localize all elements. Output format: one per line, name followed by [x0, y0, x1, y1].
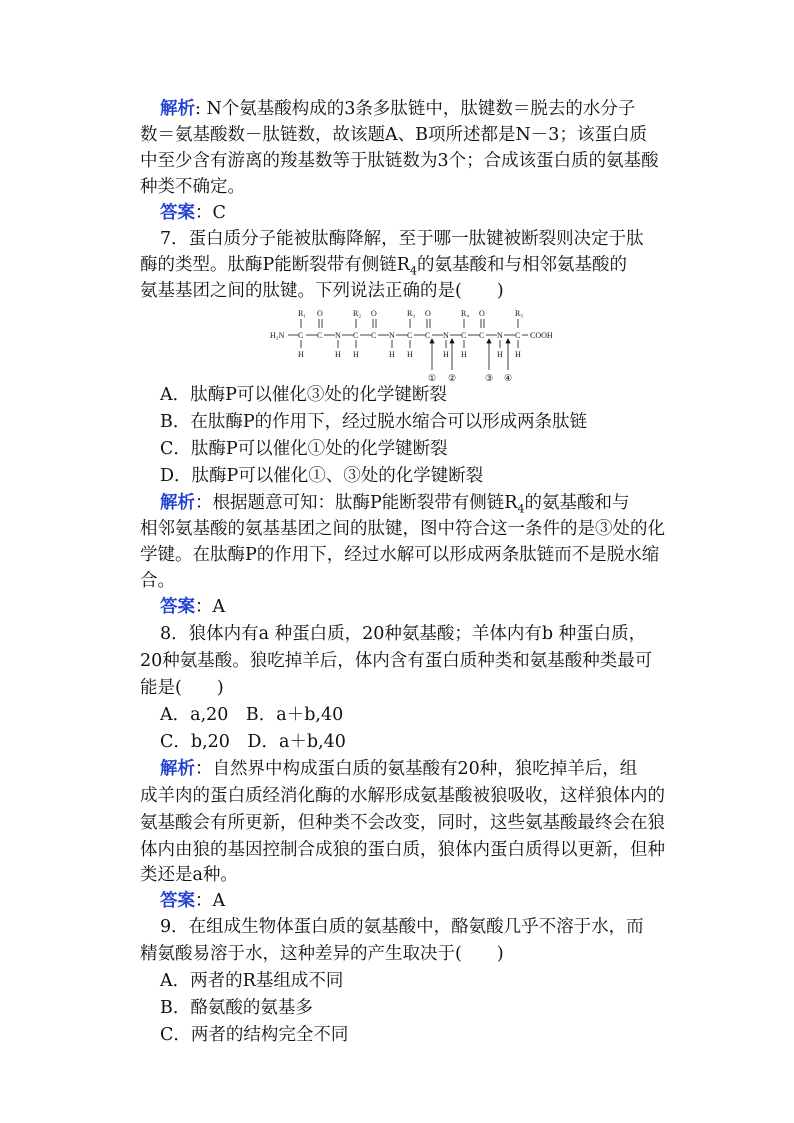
q8-analysis-line-1: 解析：自然界中构成蛋白质的氨基酸有20种，狼吃掉羊后，组: [160, 759, 638, 779]
svg-text:H: H: [335, 350, 341, 359]
svg-text:H: H: [353, 350, 359, 359]
q6-analysis-line-3: 中至少含有游离的羧基数等于肽链数为3个；合成该蛋白质的氨基酸: [140, 151, 659, 171]
svg-text:C: C: [317, 331, 323, 340]
q9-option-c: C．两者的结构完全不同: [160, 1025, 349, 1045]
q7-analysis-line-2: 相邻氨基酸的氨基基团之间的肽键，图中符合这一条件的是③处的化: [140, 519, 665, 539]
r-group-label: R₃: [407, 309, 416, 318]
q6-analysis-line-1: [160, 96, 680, 122]
q8-options-cd: C．b,20 D．a＋b,40: [160, 732, 346, 752]
svg-text:O: O: [425, 309, 431, 318]
q6-answer: [160, 200, 680, 226]
svg-text:H: H: [298, 350, 304, 359]
q9-stem-line-2: 精氨酸易溶于水，这种差异的产生取决于( ): [140, 944, 504, 964]
svg-text:C: C: [371, 331, 377, 340]
svg-text:N: N: [389, 331, 395, 340]
q7-option-a: A．肽酶P可以催化③处的化学键断裂: [160, 385, 447, 405]
svg-text:C: C: [515, 331, 521, 340]
q7-stem-line-3: 氨基基团之间的肽键。下列说法正确的是( ): [140, 281, 504, 301]
q7-stem-line-1: 7．蛋白质分子能被肽酶降解，至于哪一肽键被断裂则决定于肽: [160, 229, 644, 249]
q7-analysis-line-3: 学键。在肽酶P的作用下，经过水解可以形成两条肽链而不是脱水缩: [140, 545, 660, 565]
svg-text:H: H: [407, 350, 413, 359]
svg-text:C: C: [425, 331, 431, 340]
q7-option-d: D．肽酶P可以催化①、③处的化学键断裂: [160, 466, 484, 486]
q9-option-b: B．酪氨酸的氨基多: [160, 998, 313, 1018]
r-group-label: R₄: [461, 309, 470, 318]
peptide-chain-diagram: [268, 308, 568, 384]
q8-analysis-line-4: 体内由狼的基因控制合成狼的蛋白质，狼体内蛋白质得以更新，但种: [140, 840, 665, 860]
svg-text:N: N: [443, 331, 449, 340]
q8-stem-line-1: 8．狼体内有a 种蛋白质，20种氨基酸；羊体内有b 种蛋白质，: [160, 624, 647, 644]
q7-option-b: B．在肽酶P的作用下，经过脱水缩合可以形成两条肽链: [160, 412, 588, 432]
svg-text:H: H: [443, 350, 449, 359]
q6-analysis-line-4: 种类不确定。: [140, 177, 245, 197]
bond-number: ③: [485, 373, 494, 383]
q6-analysis-line-2: 数＝氨基酸数－肽链数，故该题A、B项所述都是N－3；该蛋白质: [140, 125, 647, 145]
svg-text:O: O: [317, 309, 323, 318]
answer-value: ：C: [195, 203, 226, 223]
analysis-label: 解析: [160, 759, 195, 779]
chain-end-label: COOH: [530, 331, 553, 340]
bond-number: ④: [504, 373, 513, 383]
q7-stem-line-2: 酶的类型。肽酶P能断裂带有侧链$R_4$的氨基酸和与相邻氨基酸的: [140, 255, 627, 278]
analysis-label: 解析: [160, 493, 195, 513]
svg-text:H: H: [497, 350, 503, 359]
q8-stem-line-2: 20种氨基酸。狼吃掉羊后，体内含有蛋白质种类和氨基酸种类最可: [140, 651, 653, 671]
chain-start-label: H₂N: [270, 331, 285, 340]
q7-analysis-line-1: 解析：根据题意可知：肽酶P能断裂带有侧链$R_4$的氨基酸和与: [160, 493, 630, 516]
answer-label: 答案: [160, 597, 195, 617]
svg-text:C: C: [298, 331, 304, 340]
analysis-text: : N个氨基酸构成的3条多肽链中，肽键数＝脱去的水分子: [195, 99, 636, 119]
q9-option-a: A．两者的R基组成不同: [160, 971, 344, 991]
analysis-label: 解析: [160, 99, 195, 119]
svg-text:H: H: [461, 350, 467, 359]
q8-options-ab: A．a,20 B．a＋b,40: [160, 705, 344, 725]
svg-text:O: O: [371, 309, 377, 318]
q9-stem-line-1: 9．在组成生物体蛋白质的氨基酸中，酪氨酸几乎不溶于水，而: [160, 917, 644, 937]
svg-text:N: N: [497, 331, 503, 340]
svg-text:H: H: [389, 350, 395, 359]
svg-text:C: C: [407, 331, 413, 340]
answer-label: 答案: [160, 203, 195, 223]
q7-answer: 答案：A: [160, 597, 226, 617]
svg-text:C: C: [353, 331, 359, 340]
svg-text:C: C: [461, 331, 467, 340]
r-group-label: R₂: [353, 309, 362, 318]
q8-analysis-line-2: 成羊肉的蛋白质经消化酶的水解形成氨基酸被狼吸收，这样狼体内的: [140, 786, 665, 806]
r-group-label: R₁: [298, 309, 307, 318]
q7-option-c: C．肽酶P可以催化①处的化学键断裂: [160, 439, 448, 459]
q8-answer: 答案：A: [160, 891, 226, 911]
bond-number: ①: [428, 373, 437, 383]
q8-stem-line-3: 能是( ): [140, 678, 224, 698]
svg-text:O: O: [479, 309, 485, 318]
q8-analysis-line-3: 氨基酸会有所更新，但种类不会改变，同时，这些氨基酸最终会在狼: [140, 813, 665, 833]
r-group-label: R₅: [515, 309, 524, 318]
q8-analysis-line-5: 类还是a种。: [140, 865, 238, 885]
answer-label: 答案: [160, 891, 195, 911]
q7-analysis-line-4: 合。: [140, 571, 175, 591]
svg-text:C: C: [479, 331, 485, 340]
svg-text:H: H: [515, 350, 521, 359]
svg-text:N: N: [335, 331, 341, 340]
bond-number: ②: [448, 373, 457, 383]
